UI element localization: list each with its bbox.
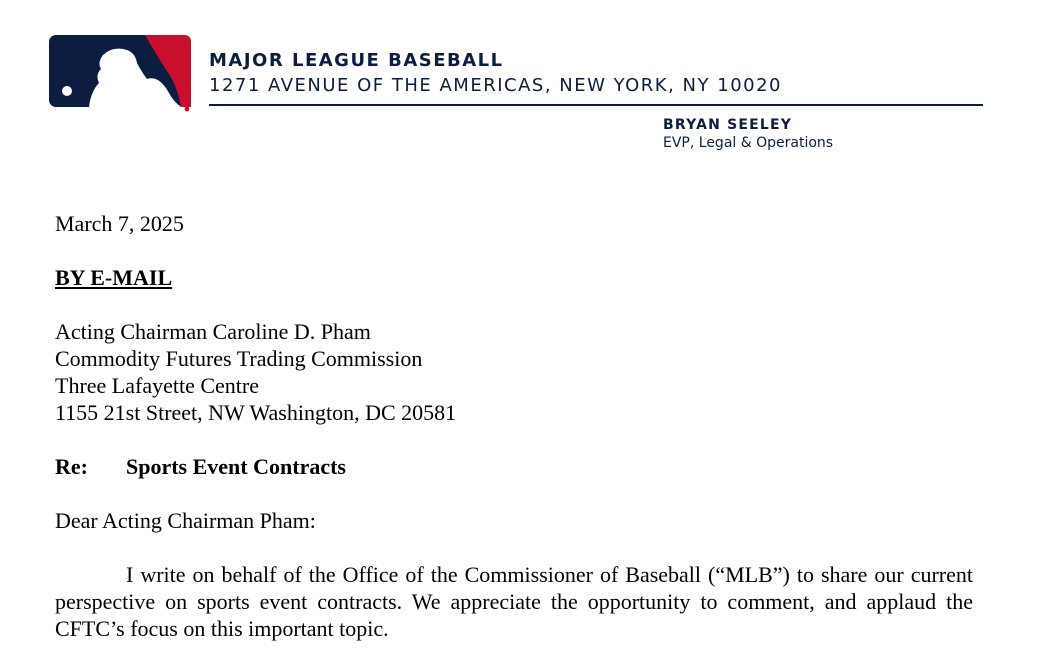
subject-label: Re: [55,454,88,479]
salutation: Dear Acting Chairman Pham: [55,508,316,533]
sender-title: EVP, Legal & Operations [663,135,834,151]
header-divider [209,104,983,106]
recipient-line: 1155 21st Street, NW Washington, DC 20581 [55,400,457,425]
recipient-line: Acting Chairman Caroline D. Pham [55,319,371,344]
org-name: MAJOR LEAGUE BASEBALL [209,50,504,71]
recipient-address [55,318,456,426]
org-address: 1271 AVENUE OF THE AMERICAS, NEW YORK, NY 10020 [209,75,782,96]
recipient-line: Three Lafayette Centre [55,373,259,398]
body-paragraph: I write on behalf of the Office of the Commissioner of Baseball (“MLB”) to share our current perspective on sports event contracts. We appreciate the opportunity to comment, and applaud the CFTC’s focus on this important topic. [55,562,973,641]
delivery-method: BY E-MAIL [55,265,173,290]
subject-line [55,453,346,480]
subject-text: Sports Event Contracts [126,454,346,479]
mlb-batter-logo-icon [49,35,191,113]
sender-name: BRYAN SEELEY [663,117,793,133]
letter-date: March 7, 2025 [55,211,184,236]
recipient-line: Commodity Futures Trading Commission [55,346,423,371]
